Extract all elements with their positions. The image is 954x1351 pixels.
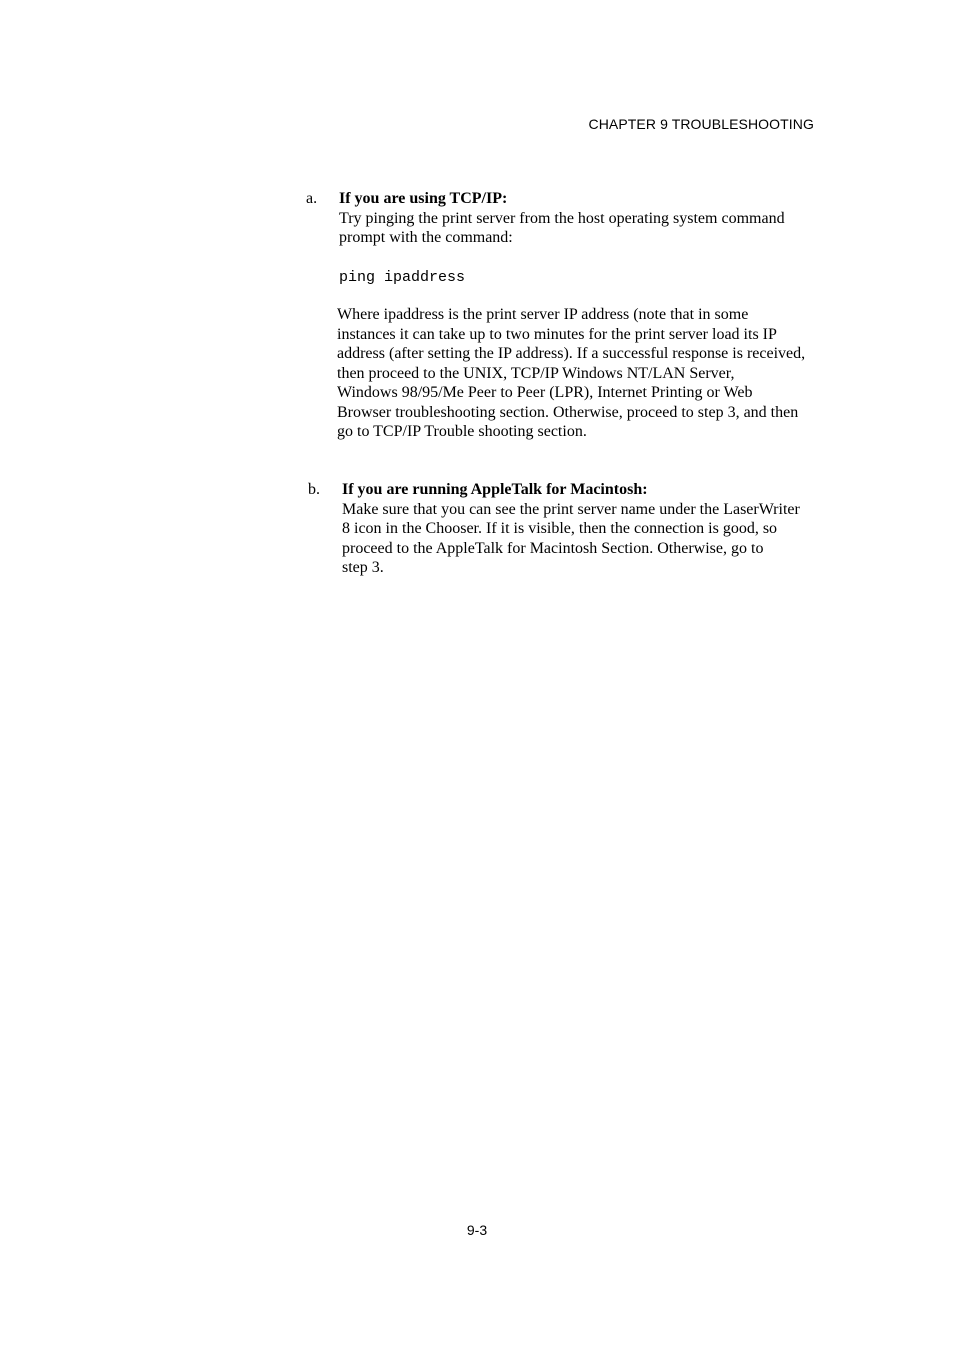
item-heading: If you are running AppleTalk for Macintosh:	[342, 481, 648, 498]
body-line: Browser troubleshooting section. Otherwise, proceed to step 3, and then	[337, 403, 799, 421]
page-number: 9-3	[466, 1222, 488, 1238]
explanation-paragraph	[337, 305, 805, 442]
body-line: 8 icon in the Chooser. If it is visible, then the connection is good, so	[342, 520, 778, 537]
body-line: Windows 98/95/Me Peer to Peer (LPR), Internet Printing or Web	[337, 384, 753, 401]
body-line: then proceed to the UNIX, TCP/IP Windows NT/LAN Server,	[337, 364, 735, 382]
body-line: Make sure that you can see the print server name under the LaserWriter	[342, 500, 800, 518]
body-line: Where ipaddress is the print server IP address (note that in some	[337, 306, 749, 323]
command-code: ping ipaddress	[339, 268, 466, 286]
chapter-header: CHAPTER 9 TROUBLESHOOTING	[588, 116, 814, 132]
item-heading: If you are using TCP/IP:	[339, 190, 508, 207]
body-line: Try pinging the print server from the host operating system command	[339, 209, 785, 227]
body-line: go to TCP/IP Trouble shooting section.	[337, 423, 587, 440]
body-line: address (after setting the IP address). If a successful response is received,	[337, 345, 806, 362]
body-line: proceed to the AppleTalk for Macintosh Section. Otherwise, go to	[342, 539, 764, 557]
list-marker: a.	[306, 190, 318, 207]
body-line: instances it can take up to two minutes for the print server load its IP	[337, 325, 777, 343]
list-item-body	[342, 480, 800, 578]
body-line: prompt with the command:	[339, 229, 513, 246]
list-item-body	[339, 189, 805, 442]
body-line: step 3.	[342, 559, 384, 576]
list-marker: b.	[308, 481, 320, 498]
